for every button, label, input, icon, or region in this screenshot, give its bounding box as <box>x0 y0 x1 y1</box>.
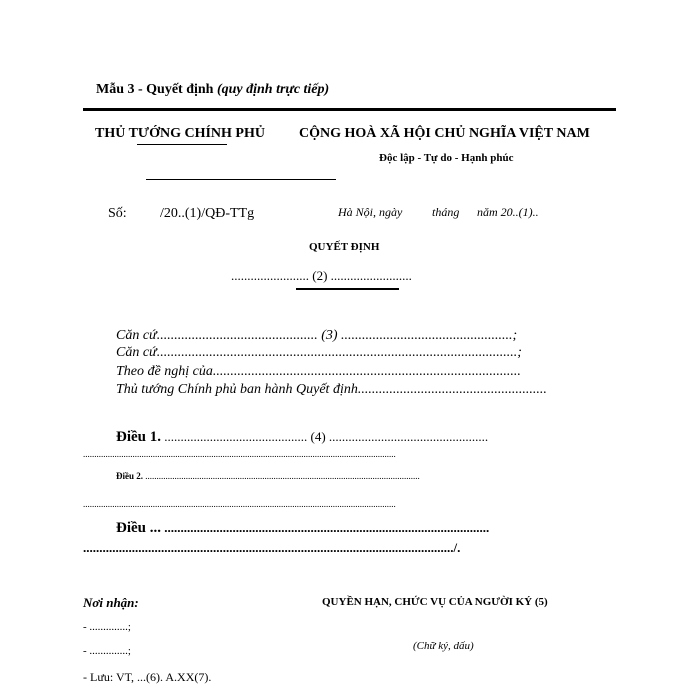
country-name: CỘNG HOÀ XÃ HỘI CHỦ NGHĨA VIỆT NAM <box>299 126 590 141</box>
national-motto: Độc lập - Tự do - Hạnh phúc <box>379 152 514 164</box>
article-2-continuation: ........................................................................................................................................... <box>83 499 396 509</box>
article-n-label: Điều ... <box>116 520 161 536</box>
date-year: năm 20..(1).. <box>477 205 539 219</box>
article-2-label: Điều 2. <box>116 471 143 481</box>
header-underline <box>146 179 336 180</box>
signature-note: (Chữ ký, dấu) <box>413 640 474 652</box>
article-n <box>116 520 489 537</box>
title-underline <box>296 288 399 290</box>
article-n-continuation: ................................................................................................................../. <box>83 540 461 555</box>
number-label: Số: <box>108 206 127 221</box>
recipient-item: - Lưu: VT, ...(6). A.XX(7). <box>83 670 212 684</box>
preamble-line: Căn cứ.............................................. (3) .................................................; <box>116 328 518 343</box>
form-label-suffix: (quy định trực tiếp) <box>216 82 330 97</box>
form-label <box>96 82 329 98</box>
article-1-continuation: ........................................................................................................................................... <box>83 449 396 459</box>
preamble-line: Căn cứ.......................................................................................................; <box>116 345 522 360</box>
article-2-text: .......................................................................................................................... <box>143 471 420 481</box>
org-underline <box>137 144 227 145</box>
org-name: THỦ TƯỚNG CHÍNH PHỦ <box>95 126 265 141</box>
article-1-label: Điều 1. <box>116 429 161 445</box>
article-1 <box>116 429 488 446</box>
date-place: Hà Nội, ngày <box>338 205 403 219</box>
number-code: /20..(1)/QĐ-TTg <box>160 206 255 221</box>
preamble-line: Thủ tướng Chính phủ ban hành Quyết định...................................................... <box>116 382 547 397</box>
recipients-heading: Nơi nhận: <box>83 595 139 610</box>
recipient-item: - ..............; <box>83 645 131 657</box>
article-1-text: ............................................ (4) ................................................. <box>161 429 489 444</box>
article-n-text: .................................................................................................... <box>161 520 490 535</box>
article-2 <box>116 471 420 481</box>
date-month: tháng <box>432 205 460 219</box>
signer-title: QUYỀN HẠN, CHỨC VỤ CỦA NGƯỜI KÝ (5) <box>322 596 548 608</box>
recipient-item: - ..............; <box>83 621 131 633</box>
top-rule <box>83 108 616 111</box>
document-subject: ........................ (2) ......................... <box>231 268 412 283</box>
document-title: QUYẾT ĐỊNH <box>309 241 380 253</box>
preamble-line: Theo đề nghị của........................................................................................ <box>116 364 521 379</box>
form-label-prefix: Mẫu 3 - Quyết định <box>96 82 214 97</box>
